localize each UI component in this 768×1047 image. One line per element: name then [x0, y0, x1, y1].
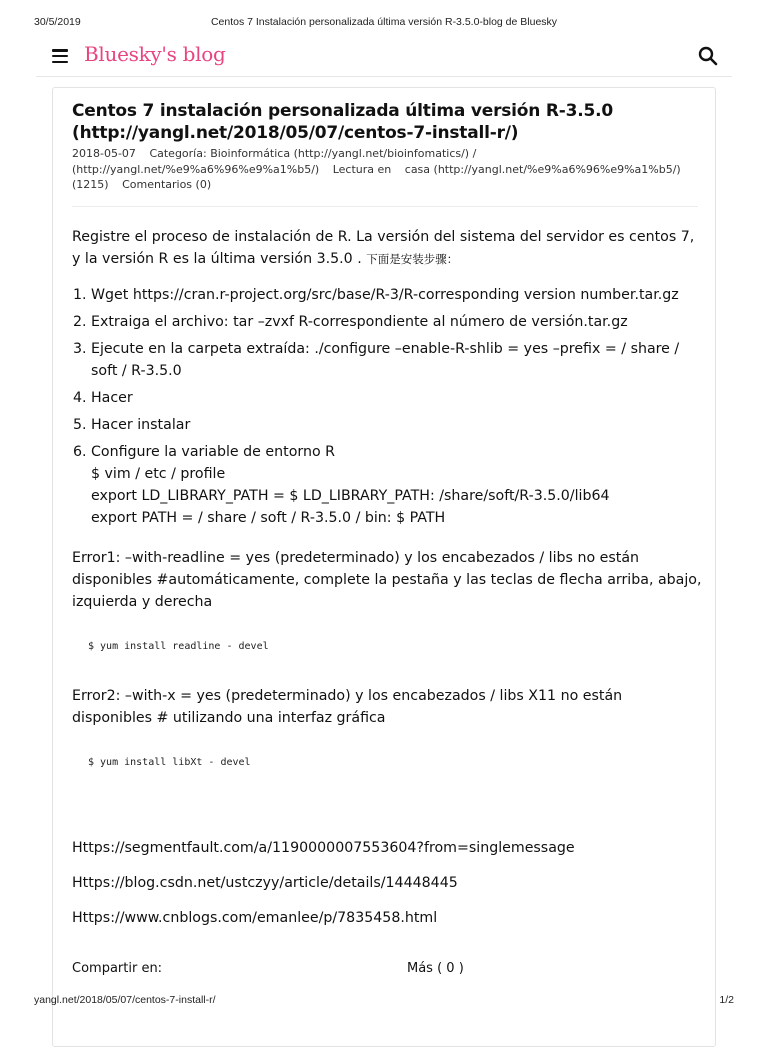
error2-paragraph: Error2: –with-x = yes (predeterminado) y los encabezados / libs X11 no están disponibles # utilizando una interfaz gráfica [72, 688, 623, 726]
intro-paragraph [72, 226, 704, 270]
list-item [91, 441, 704, 529]
step6-line1: $ vim / etc / profile [91, 466, 226, 482]
code-block-readline: $ yum install readline - devel [88, 641, 269, 652]
category-link[interactable]: Bioinformática (http://yangl.net/bioinfomatics/) / [210, 147, 477, 160]
list-item: 5. Hacer instalar [91, 414, 704, 436]
share-label: Compartir en: [72, 961, 163, 976]
category-label: Categoría: [149, 147, 207, 160]
print-footer [34, 994, 734, 1008]
search-icon[interactable] [698, 46, 718, 66]
print-footer-url: yangl.net/2018/05/07/centos-7-install-r/ [34, 994, 216, 1006]
site-brand[interactable]: Bluesky's blog [84, 42, 226, 66]
category-link-home[interactable]: (http://yangl.net/%e9%a6%96%e9%a1%b5/) [72, 162, 320, 176]
page-indicator: 1/2 [719, 994, 734, 1006]
hamburger-menu-icon[interactable] [52, 49, 68, 63]
step6-line2: export LD_LIBRARY_PATH = $ LD_LIBRARY_PATH: /share/soft/R-3.5.0/lib64 [91, 488, 610, 504]
post-meta [72, 146, 702, 193]
list-item: 2. Extraiga el archivo: tar –zvxf R-correspondiente al número de versión.tar.gz [91, 311, 704, 333]
error1-paragraph: Error1: –with-readline = yes (predeterminado) y los encabezados / libs no están disponibles #automáticamente, complete la pestaña y las teclas de flecha arriba, abajo, izquierda y derecha [72, 550, 702, 610]
post-date: 2018-05-07 [72, 147, 136, 160]
print-doc-title: Centos 7 Instalación personalizada última versión R-3.5.0-blog de Bluesky [210, 16, 558, 28]
reference-link[interactable]: Https://www.cnblogs.com/emanlee/p/7835458.html [72, 910, 438, 926]
reading-link[interactable]: casa (http://yangl.net/%e9%a6%96%e9%a1%b5/) [404, 162, 681, 176]
list-item: 4. Hacer [91, 387, 704, 409]
meta-divider [72, 206, 698, 207]
print-date: 30/5/2019 [34, 16, 81, 28]
list-item: 1. Wget https://cran.r-project.org/src/base/R-3/R-corresponding version number.tar.gz [91, 284, 704, 306]
reference-link[interactable]: Https://blog.csdn.net/ustczyy/article/details/14448445 [72, 875, 458, 891]
code-block-libxt: $ yum install libXt - devel [88, 757, 251, 768]
more-share-button[interactable]: Más ( 0 ) [407, 961, 464, 976]
reference-link[interactable]: Https://segmentfault.com/a/1190000007553604?from=singlemessage [72, 840, 575, 856]
view-count: (1215) [72, 178, 109, 191]
comments-link[interactable]: Comentarios (0) [122, 178, 212, 191]
intro-text: Registre el proceso de instalación de R. La versión del sistema del servidor es centos 7, y la versión R es la última versión 3.5.0 . [72, 229, 695, 267]
step6-title: Configure la variable de entorno R [91, 444, 335, 460]
list-item: 3. Ejecute en la carpeta extraída: ./configure –enable-R-shlib = yes –prefix = / share / soft / R-3.5.0 [91, 338, 704, 382]
step6-line3: export PATH = / share / soft / R-3.5.0 / bin: $ PATH [91, 510, 446, 526]
install-steps [72, 284, 704, 534]
print-header [34, 16, 734, 30]
intro-cn-text: 下面是安装步骤： [366, 252, 459, 266]
reading-label: Lectura en [332, 162, 392, 176]
post-title[interactable]: Centos 7 instalación personalizada última versión R-3.5.0 (http://yangl.net/2018/05/07/centos-7-install-r/) [72, 101, 614, 143]
navbar [36, 38, 732, 77]
